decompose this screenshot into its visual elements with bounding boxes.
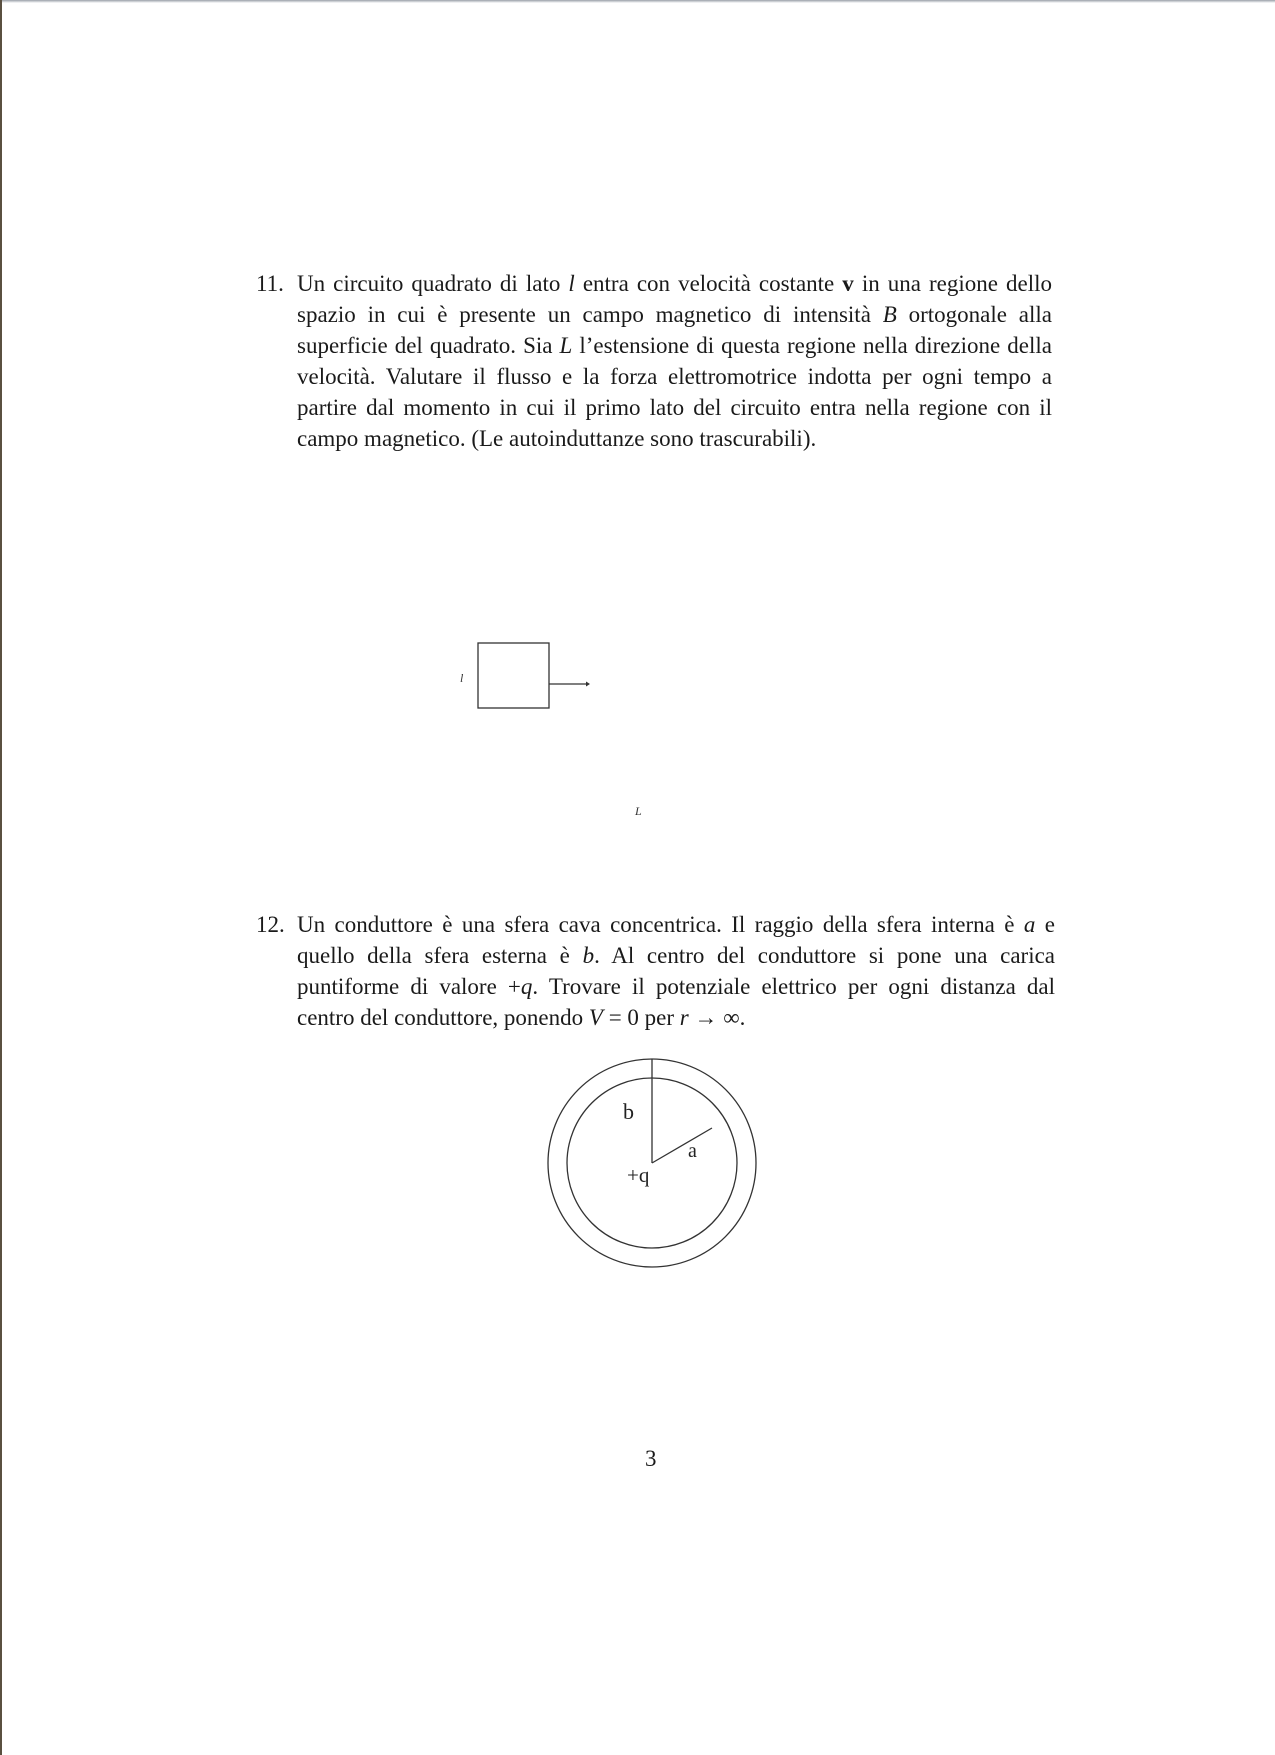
square-loop	[478, 643, 549, 708]
velocity-arrowhead	[586, 682, 590, 687]
region-label: L	[635, 804, 642, 818]
charge-label: +q	[627, 1163, 650, 1187]
page-number: 3	[645, 1446, 657, 1471]
problem-text: Un conduttore è una sfera cava concentrica. Il raggio della sfera interna è a e quello della sfera esterna è b. Al centro del conduttore si pone una carica puntiforme di valore +q. Trovare il potenziale elettrico per ogni distanza dal centro del conduttore, ponendo V = 0 per r → ∞.	[297, 912, 1055, 1030]
inner-radius-line	[652, 1128, 712, 1163]
square-circuit-figure	[440, 630, 660, 830]
inner-radius-label: a	[688, 1140, 697, 1162]
scan-edge-left	[0, 0, 2, 1755]
problem-number: 12.	[256, 912, 285, 937]
scan-edge-top	[0, 0, 1275, 3]
side-label: l	[460, 671, 464, 685]
problem-text: Un circuito quadrato di lato l entra con velocità costante v in una regione dello spazio in cui è presente un campo magnetico di intensità B ortogonale alla superficie del quadrato. Sia L l’estensione di questa regione nella direzione della velocità. Valutare il flusso e la forza elettromotrice indotta per ogni tempo a partire dal momento in cui il primo lato del circuito entra nella regione con il campo magnetico. (Le autoinduttanze sono trascurabili).	[297, 271, 1052, 451]
concentric-sphere-figure	[540, 1050, 770, 1280]
outer-radius-label: b	[623, 1099, 634, 1124]
problem-number: 11.	[256, 271, 284, 296]
